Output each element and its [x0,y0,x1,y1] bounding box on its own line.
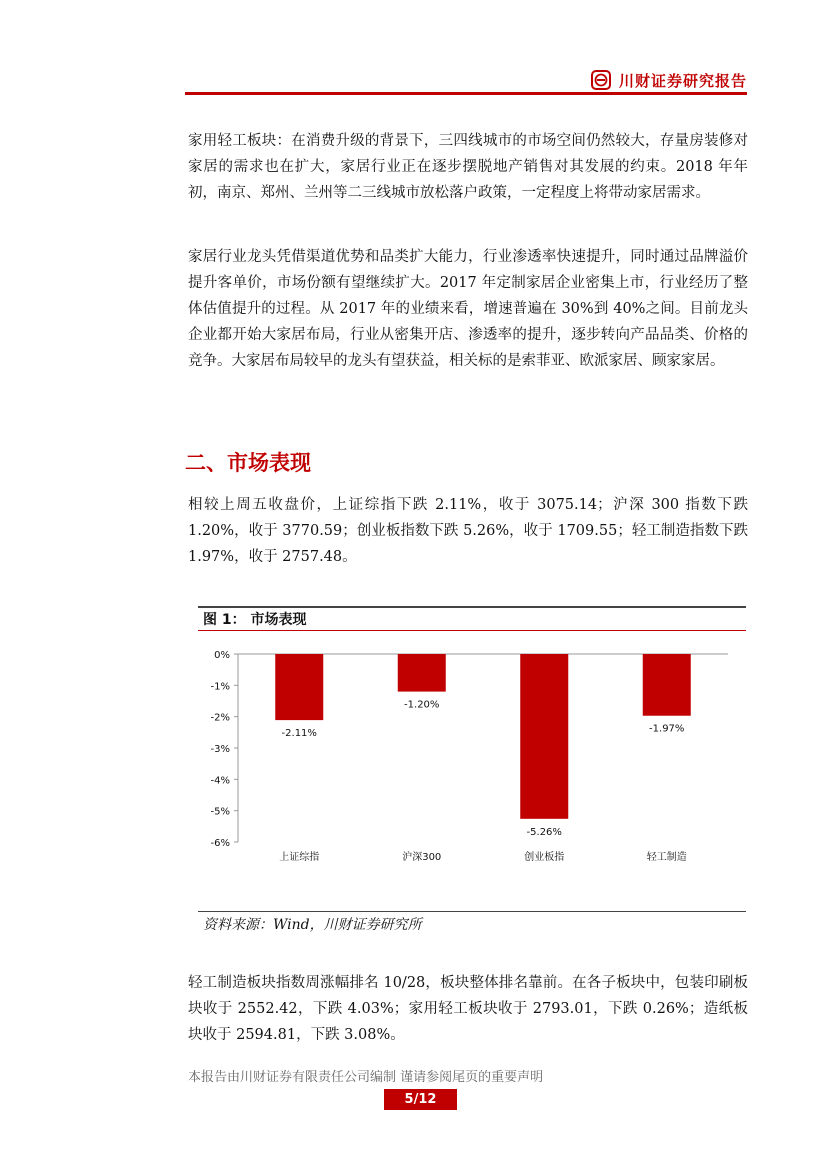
data-label: -2.11% [281,728,317,740]
x-category-label: 轻工制造 [646,852,687,863]
data-label: -1.20% [404,699,440,711]
header-divider [185,92,747,95]
y-tick-label: -1% [210,681,230,693]
section-title: 二、市场表现 [185,451,311,475]
x-category-label: 沪深300 [402,852,442,863]
y-tick-label: -2% [210,712,230,724]
footer-disclaimer: 本报告由川财证券有限责任公司编制 谨请参阅尾页的重要声明 [188,1070,544,1085]
y-tick-label: -4% [210,775,230,787]
bar-4 [643,654,691,716]
x-category-label: 上证综指 [279,852,320,863]
market-performance-chart [198,632,746,910]
page-number: 5/12 [384,1089,457,1110]
data-label: -5.26% [526,826,562,838]
figure-top-rule [198,606,746,608]
y-tick-label: -5% [210,806,230,818]
paragraph-sector-ranking: 轻工制造板块指数周涨幅排名 10/28，板块整体排名靠前。在各子板块中，包装印刷板块收于 2552.42，下跌 4.03%；家用轻工板块收于 2793.01，下跌 0.26%；造纸板块收于 2594.81，下跌 3.08%。 [188,975,748,1043]
y-tick-label: -3% [210,744,230,755]
bar-1 [275,654,323,720]
chuancai-logo-icon [591,70,611,90]
figure-title-rule [198,630,746,631]
paragraph-market-performance: 相较上周五收盘价，上证综指下跌 2.11%，收于 3075.14；沪深 300 指数下跌 1.20%，收于 3770.59；创业板指数下跌 5.26%，收于 1709.55；轻工制造指数下跌 1.97%，收于 2757.48。 [188,497,748,565]
x-category-label: 创业板指 [524,852,565,863]
figure-title: 图 1： 市场表现 [203,612,307,628]
paragraph-home-light-industry: 家用轻工板块：在消费升级的背景下，三四线城市的市场空间仍然较大，存量房装修对家居的需求也在扩大，家居行业正在逐步摆脱地产销售对其发展的约束。2018 年年初，南京、郑州、兰州等二三线城市放松落户政策，一定程度上将带动家居需求。 [188,133,748,201]
data-label: -1.97% [649,723,685,735]
y-tick-label: 0% [214,650,230,661]
brand-title: 川财证券研究报告 [618,71,747,90]
figure-bottom-rule [198,911,746,912]
figure-source: 资料来源：Wind，川财证券研究所 [203,917,422,933]
bar-3 [520,654,568,819]
paragraph-home-furnishing-leaders: 家居行业龙头凭借渠道优势和品类扩大能力，行业渗透率快速提升，同时通过品牌溢价提升客单价，市场份额有望继续扩大。2017 年定制家居企业密集上市，行业经历了整体估值提升的过程。从 2017 年的业绩来看，增速普遍在 30%到 40%之间。目前龙头企业都开始大家居布局，行业从密集开店、渗透率的提升，逐步转向产品品类、价格的竞争。大家居布局较早的龙头有望获益，相关标的是索菲亚、欧派家居、顾家家居。 [188,249,748,369]
header-brand [591,68,747,92]
y-tick-label: -6% [210,838,230,849]
bar-2 [398,654,446,692]
